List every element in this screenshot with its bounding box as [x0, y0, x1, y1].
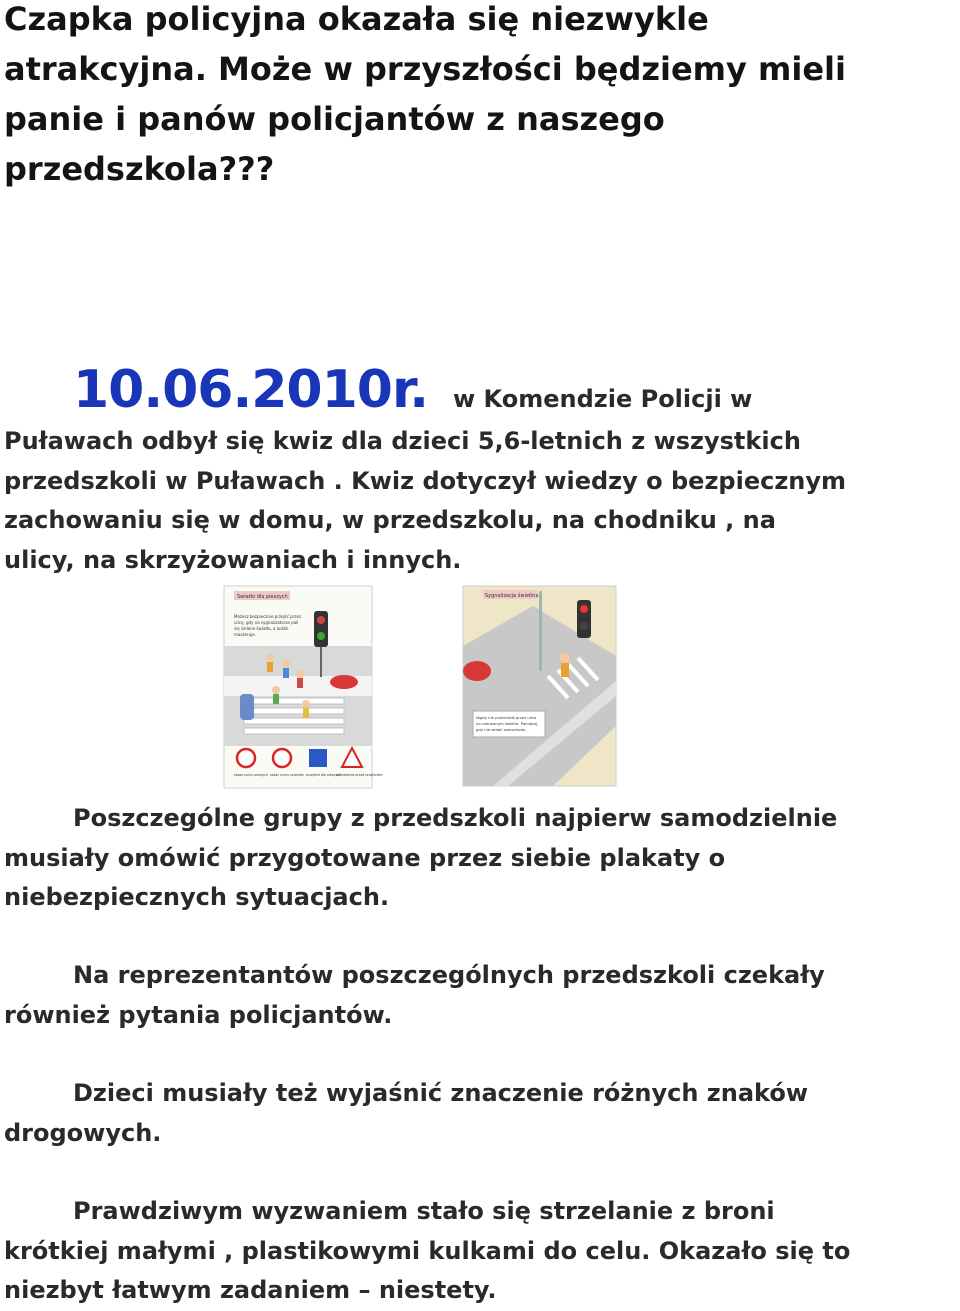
svg-text:zakaz ruchu pieszych zak: zakaz ruchu pieszych zakaz ruchu rowerów przejście dla pieszych ostrzeżenie przed przejściem — [234, 773, 383, 777]
svg-text:Nigdy nie przechodź przez ulic: Nigdy nie przechodź przez ulicę na czerwonym świetle. Pamiętaj, gdy nie widać samochodu. — [476, 715, 539, 732]
svg-text:Możesz bezpiecznie przejść prz: Możesz bezpiecznie przejść przez ulicę, gdy na sygnalizatorze pali się zielone światło, a ludzik maszeruje. — [234, 614, 302, 637]
paragraph-line: Na reprezentantów poszczególnych przedszkoli czekały — [73, 961, 825, 989]
paragraph-shooting — [4, 1192, 960, 1311]
event-line: przedszkoli w Puławach . Kwiz dotyczył wiedzy o bezpiecznym — [4, 466, 847, 495]
illustration-pedestrian-light — [224, 586, 383, 788]
left-image-title: Światło dla pieszych — [237, 594, 288, 600]
heading-line: atrakcyjna. Może w przyszłości będziemy mieli — [4, 50, 846, 88]
paragraph-line: również pytania policjantów. — [4, 1000, 393, 1029]
paragraph-line: krótkiej małymi , plastikowymi kulkami do celu. Okazało się to — [4, 1236, 851, 1265]
event-date-line — [4, 358, 960, 422]
event-line: Puławach odbył się kwiz dla dzieci 5,6-letnich z wszystkich — [4, 427, 801, 455]
illustration-traffic-signal — [463, 586, 616, 786]
paragraph-line: Poszczególne grupy z przedszkoli najpierw samodzielnie — [73, 804, 838, 832]
car-icon — [463, 661, 491, 681]
paragraph-road-signs — [4, 1074, 960, 1153]
event-date: 10.06.2010r. — [73, 360, 428, 420]
child-icon — [561, 663, 569, 677]
car-icon — [330, 675, 358, 689]
heading-line: przedszkola??? — [4, 150, 275, 188]
paragraph-questions — [4, 956, 960, 1035]
heading-line: Czapka policyjna okazała się niezwykle — [4, 0, 709, 38]
event-line: ulicy, na skrzyżowaniach i innych. — [4, 545, 462, 574]
paragraph-line: Prawdziwym wyzwaniem stało się strzelanie z broni — [73, 1197, 775, 1225]
event-paragraph — [4, 358, 960, 580]
event-line: w Komendzie Policji w — [453, 385, 753, 413]
paragraph-line: niebezpiecznych sytuacjach. — [4, 883, 390, 911]
paragraph-line: Dzieci musiały też wyjaśnić znaczenie różnych znaków — [73, 1079, 808, 1107]
heading-line: panie i panów policjantów z naszego — [4, 100, 665, 138]
paragraph-line: niezbyt łatwym zadaniem – niestety. — [4, 1276, 497, 1304]
paragraph-line: drogowych. — [4, 1118, 162, 1147]
event-line: zachowaniu się w domu, w przedszkolu, na chodniku , na — [4, 506, 776, 534]
heading — [4, 0, 960, 194]
paragraph-posters — [4, 799, 960, 918]
paragraph-line: musiały omówić przygotowane przez siebie plakaty o — [4, 843, 726, 872]
right-image-title: Sygnalizacja świetlna — [485, 593, 539, 599]
